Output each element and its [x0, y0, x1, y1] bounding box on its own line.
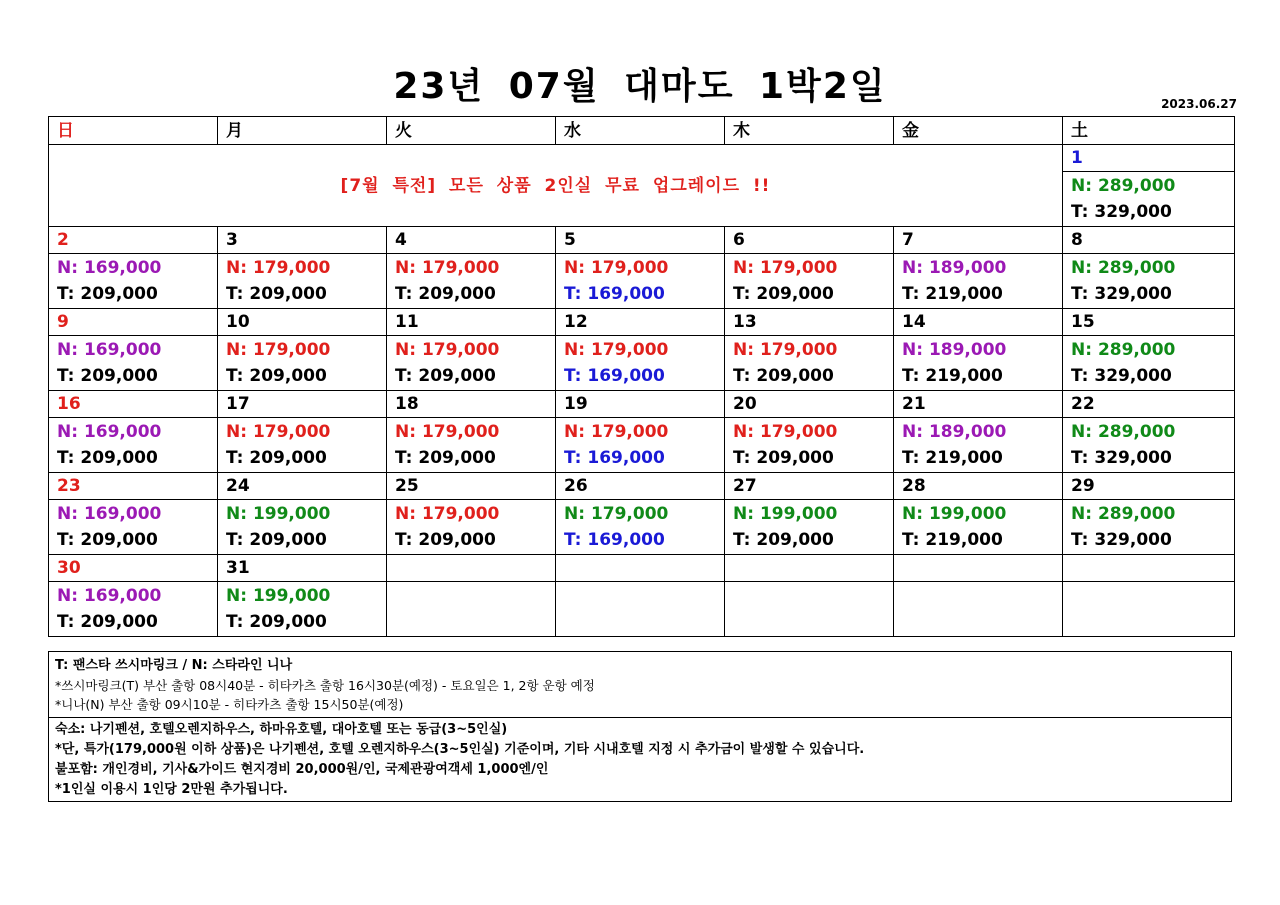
- weekday-sun: 日: [49, 117, 218, 145]
- n-price: N: 289,000: [1071, 258, 1176, 278]
- day-number: 17: [218, 391, 387, 418]
- day-number: [556, 555, 725, 582]
- n-price: N: 189,000: [902, 258, 1007, 278]
- ferry-notes: [48, 651, 1232, 718]
- day-number: 26: [556, 473, 725, 500]
- day-number: 25: [387, 473, 556, 500]
- lodging-info: 숙소: 나기펜션, 호텔오렌지하우스, 하마유호텔, 대아호텔 또는 동급(3~5인실): [55, 722, 508, 737]
- price-cell: [894, 418, 1063, 473]
- t-price: T: 209,000: [733, 530, 834, 550]
- n-price: N: 289,000: [1071, 176, 1176, 196]
- price-cell: [1063, 582, 1235, 637]
- n-price: N: 179,000: [395, 340, 500, 360]
- t-price: T: 219,000: [902, 530, 1003, 550]
- weekday-wed: 水: [556, 117, 725, 145]
- price-cell: [218, 582, 387, 637]
- price-cell: [49, 582, 218, 637]
- day-number: 9: [49, 309, 218, 336]
- weekday-tue: 火: [387, 117, 556, 145]
- price-cell: [725, 254, 894, 309]
- t-price: T: 209,000: [733, 366, 834, 386]
- weekday-thu: 木: [725, 117, 894, 145]
- n-price: N: 179,000: [395, 504, 500, 524]
- day-number: 31: [218, 555, 387, 582]
- day-number: 7: [894, 227, 1063, 254]
- n-price: N: 199,000: [226, 504, 331, 524]
- day-number: [894, 555, 1063, 582]
- t-price: T: 209,000: [733, 448, 834, 468]
- n-price: N: 169,000: [57, 340, 162, 360]
- day-number: 20: [725, 391, 894, 418]
- t-price: T: 209,000: [57, 366, 158, 386]
- n-price: N: 179,000: [733, 340, 838, 360]
- n-price: N: 199,000: [733, 504, 838, 524]
- calendar-table: [48, 116, 1235, 637]
- day-number: 16: [49, 391, 218, 418]
- weekday-mon: 月: [218, 117, 387, 145]
- t-price: T: 209,000: [226, 366, 327, 386]
- price-cell: [387, 418, 556, 473]
- n-price: N: 179,000: [564, 340, 669, 360]
- day-number: 27: [725, 473, 894, 500]
- ferry-legend: T: 팬스타 쓰시마링크 / N: 스타라인 니나: [55, 658, 293, 673]
- price-cell: [218, 500, 387, 555]
- t-price: T: 169,000: [564, 530, 665, 550]
- t-price: T: 219,000: [902, 448, 1003, 468]
- t-price: T: 209,000: [57, 612, 158, 632]
- n-price: N: 289,000: [1071, 422, 1176, 442]
- day-number: 28: [894, 473, 1063, 500]
- day-number: 3: [218, 227, 387, 254]
- day-number: 29: [1063, 473, 1235, 500]
- n-price: N: 289,000: [1071, 340, 1176, 360]
- day-number: 11: [387, 309, 556, 336]
- price-cell: [49, 254, 218, 309]
- price-cell: [49, 336, 218, 391]
- day-number: [1063, 555, 1235, 582]
- day-number: 13: [725, 309, 894, 336]
- day-number: 18: [387, 391, 556, 418]
- n-price: N: 179,000: [733, 422, 838, 442]
- t-price: T: 209,000: [226, 530, 327, 550]
- weekday-header-row: [49, 117, 1235, 145]
- n-price: N: 169,000: [57, 504, 162, 524]
- n-price: N: 289,000: [1071, 504, 1176, 524]
- price-cell: [387, 336, 556, 391]
- t-price: T: 209,000: [226, 612, 327, 632]
- t-price: T: 209,000: [226, 448, 327, 468]
- t-price: T: 329,000: [1071, 366, 1172, 386]
- day-number: 19: [556, 391, 725, 418]
- price-cell: [218, 254, 387, 309]
- lodging-special-note: *단, 특가(179,000원 이하 상품)은 나기펜션, 호텔 오렌지하우스(3~5인실) 기준이며, 기타 시내호텔 지정 시 추가금이 발생할 수 있습니다.: [55, 742, 865, 757]
- t-price: T: 209,000: [226, 284, 327, 304]
- t-price: T: 329,000: [1071, 448, 1172, 468]
- n-price: N: 179,000: [564, 504, 669, 524]
- excluded-costs: 불포함: 개인경비, 기사&가이드 현지경비 20,000원/인, 국제관광여객세 1,000엔/인: [55, 762, 549, 777]
- price-cell: [894, 500, 1063, 555]
- day-number: 14: [894, 309, 1063, 336]
- n-price: N: 169,000: [57, 258, 162, 278]
- t-price: T: 209,000: [395, 284, 496, 304]
- price-cell: [1063, 254, 1235, 309]
- price-cell: [894, 336, 1063, 391]
- price-cell: [1063, 418, 1235, 473]
- day-number: 6: [725, 227, 894, 254]
- price-cell: [556, 500, 725, 555]
- price-cell: [49, 500, 218, 555]
- day-number: 10: [218, 309, 387, 336]
- n-price: N: 199,000: [226, 586, 331, 606]
- t-price: T: 329,000: [1071, 284, 1172, 304]
- n-price: N: 169,000: [57, 422, 162, 442]
- t-price: T: 209,000: [395, 530, 496, 550]
- t-price: T: 209,000: [733, 284, 834, 304]
- ferry-schedule-t: *쓰시마링크(T) 부산 출항 08시40분 - 히타카츠 출항 16시30분(예정) - 토요일은 1, 2항 운항 예정: [55, 678, 595, 693]
- day-number: 24: [218, 473, 387, 500]
- n-price: N: 179,000: [564, 422, 669, 442]
- day-number: 30: [49, 555, 218, 582]
- promo-banner: [7월 특전] 모든 상품 2인실 무료 업그레이드 !!: [49, 145, 1063, 227]
- price-cell: [218, 418, 387, 473]
- document-date: 2023.06.27: [1161, 97, 1237, 111]
- n-price: N: 199,000: [902, 504, 1007, 524]
- single-room-note: *1인실 이용시 1인당 2만원 추가됩니다.: [55, 782, 288, 797]
- n-price: N: 179,000: [395, 258, 500, 278]
- price-cell: [1063, 172, 1235, 227]
- day-number: 1: [1063, 145, 1235, 172]
- price-cell: [1063, 500, 1235, 555]
- t-price: T: 209,000: [57, 284, 158, 304]
- price-cell: [725, 582, 894, 637]
- day-number: 5: [556, 227, 725, 254]
- price-cell: [556, 336, 725, 391]
- t-price: T: 169,000: [564, 284, 665, 304]
- n-price: N: 179,000: [226, 258, 331, 278]
- n-price: N: 169,000: [57, 586, 162, 606]
- t-price: T: 209,000: [57, 448, 158, 468]
- n-price: N: 179,000: [395, 422, 500, 442]
- day-number: 8: [1063, 227, 1235, 254]
- day-number: 12: [556, 309, 725, 336]
- t-price: T: 209,000: [57, 530, 158, 550]
- price-cell: [556, 254, 725, 309]
- t-price: T: 329,000: [1071, 202, 1172, 222]
- weekday-sat: 土: [1063, 117, 1235, 145]
- n-price: N: 179,000: [733, 258, 838, 278]
- price-cell: [387, 254, 556, 309]
- day-number: 23: [49, 473, 218, 500]
- t-price: T: 169,000: [564, 366, 665, 386]
- price-cell: [725, 500, 894, 555]
- t-price: T: 329,000: [1071, 530, 1172, 550]
- n-price: N: 189,000: [902, 340, 1007, 360]
- day-number: 4: [387, 227, 556, 254]
- day-number: [725, 555, 894, 582]
- price-cell: [556, 582, 725, 637]
- price-cell: [387, 500, 556, 555]
- page-title: 23년 07월 대마도 1박2일: [393, 66, 887, 107]
- price-cell: [725, 418, 894, 473]
- day-number: 2: [49, 227, 218, 254]
- t-price: T: 209,000: [395, 448, 496, 468]
- price-cell: [49, 418, 218, 473]
- price-cell: [894, 582, 1063, 637]
- day-number: [387, 555, 556, 582]
- n-price: N: 179,000: [226, 422, 331, 442]
- day-number: 21: [894, 391, 1063, 418]
- n-price: N: 189,000: [902, 422, 1007, 442]
- day-number: 22: [1063, 391, 1235, 418]
- price-cell: [387, 582, 556, 637]
- price-cell: [725, 336, 894, 391]
- price-cell: [1063, 336, 1235, 391]
- t-price: T: 169,000: [564, 448, 665, 468]
- lodging-notes: [48, 717, 1232, 802]
- t-price: T: 219,000: [902, 284, 1003, 304]
- price-cell: [556, 418, 725, 473]
- price-cell: [894, 254, 1063, 309]
- t-price: T: 209,000: [395, 366, 496, 386]
- price-cell: [218, 336, 387, 391]
- weekday-fri: 金: [894, 117, 1063, 145]
- n-price: N: 179,000: [564, 258, 669, 278]
- t-price: T: 219,000: [902, 366, 1003, 386]
- day-number: 15: [1063, 309, 1235, 336]
- ferry-schedule-n: *니나(N) 부산 출항 09시10분 - 히타카츠 출항 15시50분(예정): [55, 697, 404, 712]
- n-price: N: 179,000: [226, 340, 331, 360]
